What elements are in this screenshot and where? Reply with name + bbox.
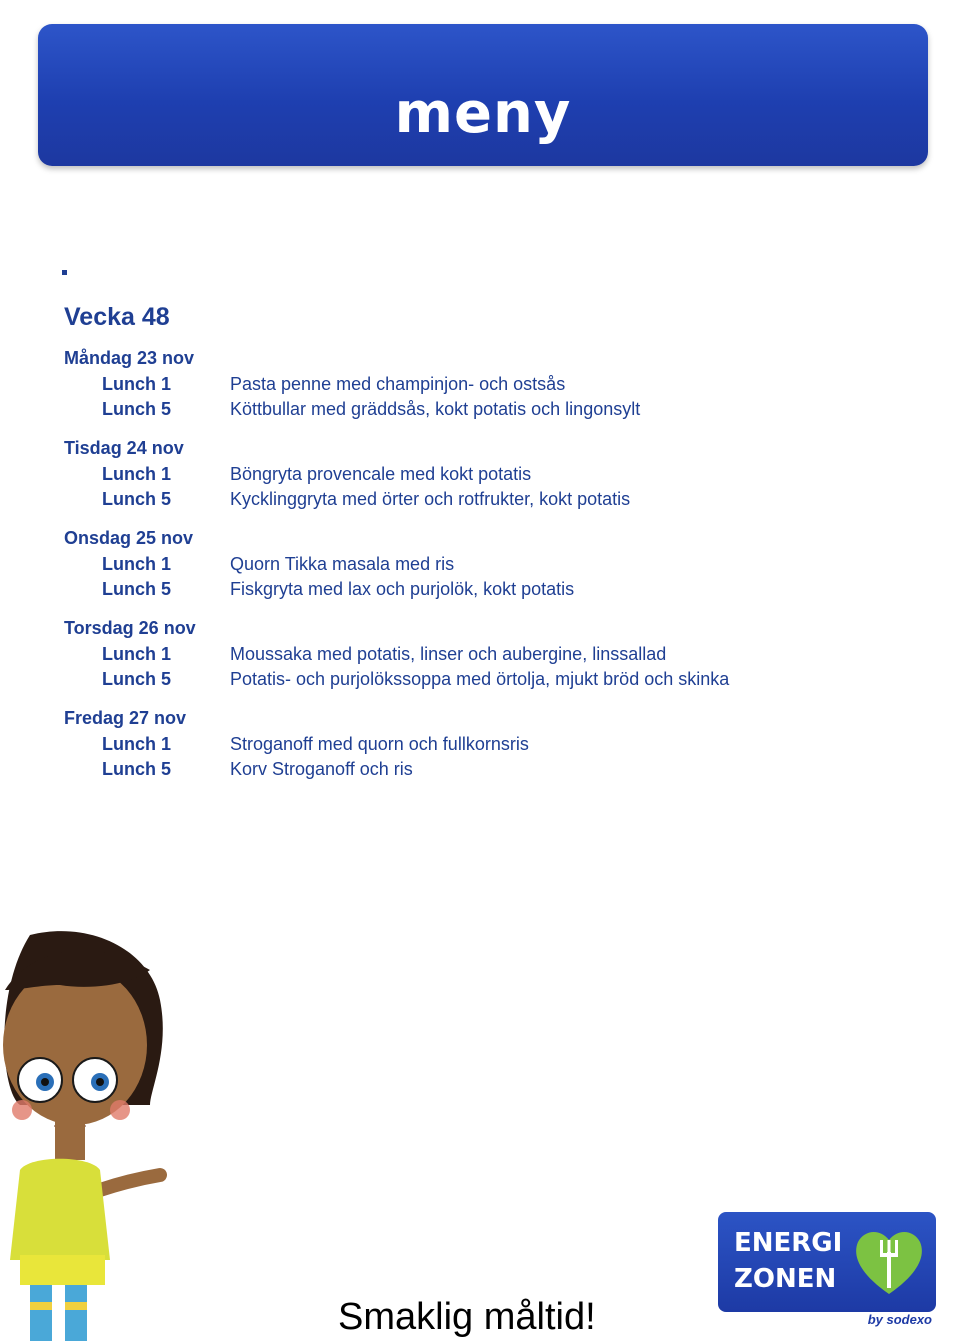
heart-fork-icon: [850, 1224, 928, 1302]
lunch-label: Lunch 1: [102, 644, 172, 664]
closing-greeting: Smaklig måltid!: [338, 1296, 596, 1338]
lunch-label: Lunch 5: [102, 578, 172, 599]
lunch-label: Lunch 1: [102, 554, 172, 574]
day-block-monday: [64, 345, 924, 421]
lunch-row: [64, 667, 924, 692]
day-name: Tisdag 24 nov: [64, 438, 184, 458]
day-name: Onsdag 25 nov: [64, 528, 194, 548]
lunch-row: [64, 577, 924, 602]
lunch-label: Lunch 5: [102, 758, 172, 779]
lunch-label: Lunch 5: [102, 488, 172, 509]
logo-byline: by sodexo: [867, 1312, 932, 1327]
lunch-row: [64, 487, 924, 512]
lunch-row: [64, 372, 924, 397]
dish-name: Moussaka med potatis, linser och aubergine, linssallad: [230, 644, 667, 664]
lunch-label: Lunch 5: [102, 398, 172, 419]
lunch-label: Lunch 5: [102, 668, 172, 689]
day-block-friday: [64, 705, 924, 781]
dish-name: Stroganoff med quorn och fullkornsris: [230, 734, 529, 754]
lunch-label: Lunch 1: [102, 464, 172, 484]
lunch-row: [64, 552, 924, 577]
dish-name: Fiskgryta med lax och purjolök, kokt potatis: [230, 578, 575, 599]
dish-name: Kycklinggryta med örter och rotfrukter, kokt potatis: [230, 488, 631, 509]
dish-name: Korv Stroganoff och ris: [230, 758, 413, 779]
lunch-row: [64, 462, 924, 487]
weekly-menu: [64, 345, 924, 795]
day-block-wednesday: [64, 525, 924, 601]
dish-name: Köttbullar med gräddsås, kokt potatis och lingonsylt: [230, 398, 641, 419]
dish-name: Pasta penne med champinjon- och ostsås: [230, 374, 566, 394]
logo-line-1: ENERGI: [734, 1228, 843, 1258]
lunch-label: Lunch 1: [102, 734, 172, 754]
dish-name: Böngryta provencale med kokt potatis: [230, 464, 532, 484]
day-block-thursday: [64, 615, 924, 691]
lunch-label: Lunch 1: [102, 374, 172, 394]
lunch-row: [64, 732, 924, 757]
header-banner: [38, 24, 928, 166]
day-name: Måndag 23 nov: [64, 348, 195, 368]
logo-line-2: ZONEN: [734, 1264, 837, 1294]
week-title: Vecka 48: [64, 303, 170, 331]
lunch-row: [64, 757, 924, 782]
lunch-row: [64, 642, 924, 667]
logo-badge: [718, 1212, 936, 1312]
bullet-dot: [62, 270, 67, 275]
banner-title: meny: [394, 81, 572, 146]
girl-mascot-illustration: [0, 930, 200, 1341]
dish-name: Quorn Tikka masala med ris: [230, 554, 455, 574]
lunch-row: [64, 397, 924, 422]
day-name: Fredag 27 nov: [64, 708, 187, 728]
energizonen-logo: [718, 1212, 938, 1337]
day-name: Torsdag 26 nov: [64, 618, 196, 638]
day-block-tuesday: [64, 435, 924, 511]
dish-name: Potatis- och purjolökssoppa med örtolja, mjukt bröd och skinka: [230, 668, 730, 689]
